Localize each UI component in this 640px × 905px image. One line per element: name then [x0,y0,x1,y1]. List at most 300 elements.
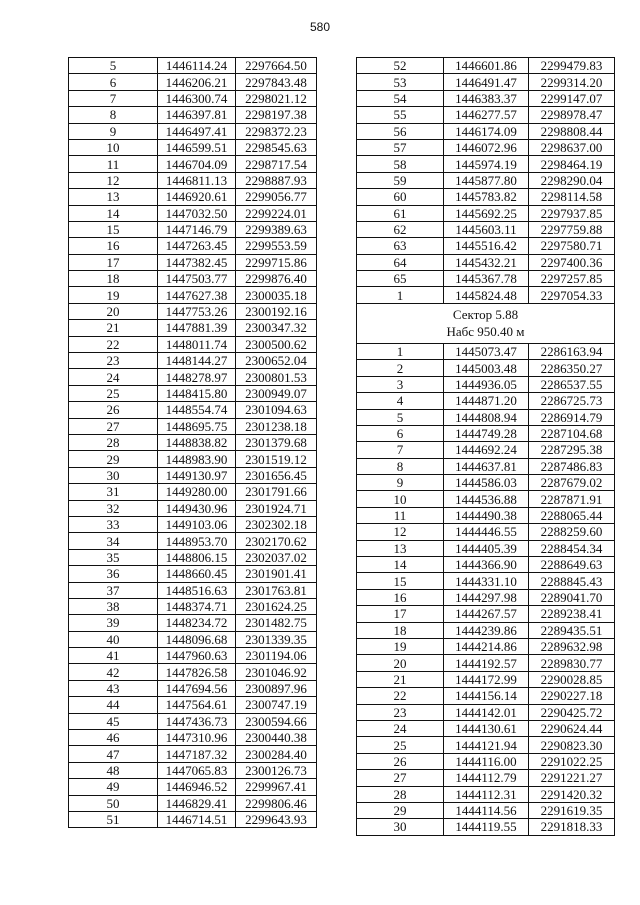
point-number-cell: 6 [357,425,444,441]
x-coordinate-cell: 1444446.55 [444,524,529,540]
table-row [357,589,615,605]
y-coordinate-cell: 2298717.54 [236,156,317,172]
y-coordinate-cell: 2299056.77 [236,189,317,205]
x-coordinate-cell: 1444112.79 [444,770,529,786]
x-coordinate-cell: 1444156.14 [444,688,529,704]
x-coordinate-cell: 1448011.74 [158,336,236,352]
table-row [69,713,317,729]
point-number-cell: 36 [69,566,158,582]
y-coordinate-cell: 2300500.62 [236,336,317,352]
x-coordinate-cell: 1447694.56 [158,680,236,696]
y-coordinate-cell: 2301379.68 [236,434,317,450]
point-number-cell: 49 [69,779,158,795]
x-coordinate-cell: 1446491.47 [444,74,529,90]
x-coordinate-cell: 1444239.86 [444,622,529,638]
y-coordinate-cell: 2291420.32 [529,786,615,802]
y-coordinate-cell: 2299389.63 [236,221,317,237]
point-number-cell: 7 [357,442,444,458]
point-number-cell: 25 [357,737,444,753]
table-row [69,533,317,549]
y-coordinate-cell: 2287679.02 [529,475,615,491]
table-row [69,516,317,532]
x-coordinate-cell: 1448144.27 [158,353,236,369]
point-number-cell: 44 [69,697,158,713]
point-number-cell: 61 [357,205,444,221]
x-coordinate-cell: 1445432.21 [444,254,529,270]
y-coordinate-cell: 2301238.18 [236,418,317,434]
x-coordinate-cell: 1445877.80 [444,172,529,188]
y-coordinate-cell: 2300897.96 [236,680,317,696]
y-coordinate-cell: 2301924.71 [236,500,317,516]
table-row [69,648,317,664]
y-coordinate-cell: 2291818.33 [529,819,615,835]
table-row [357,393,615,409]
point-number-cell: 1 [357,287,444,303]
x-coordinate-cell: 1445003.48 [444,360,529,376]
point-number-cell: 1 [357,343,444,359]
point-number-cell: 38 [69,598,158,614]
table-row [69,172,317,188]
table-row [357,189,615,205]
section-subtitle: Набс 950.40 м [446,324,525,340]
point-number-cell: 21 [357,671,444,687]
point-number-cell: 11 [357,507,444,523]
x-coordinate-cell: 1444366.90 [444,557,529,573]
y-coordinate-cell: 2289435.51 [529,622,615,638]
point-number-cell: 8 [357,458,444,474]
y-coordinate-cell: 2300035.18 [236,287,317,303]
y-coordinate-cell: 2301339.35 [236,631,317,647]
y-coordinate-cell: 2297759.88 [529,221,615,237]
table-row [69,500,317,516]
y-coordinate-cell: 2288845.43 [529,573,615,589]
table-row [69,779,317,795]
point-number-cell: 63 [357,238,444,254]
table-row [69,484,317,500]
point-number-cell: 23 [357,704,444,720]
y-coordinate-cell: 2286350.27 [529,360,615,376]
table-row [69,189,317,205]
y-coordinate-cell: 2299314.20 [529,74,615,90]
left-coordinate-table [68,57,317,828]
x-coordinate-cell: 1444490.38 [444,507,529,523]
x-coordinate-cell: 1444214.86 [444,638,529,654]
point-number-cell: 34 [69,533,158,549]
point-number-cell: 5 [69,58,158,74]
table-row [357,425,615,441]
point-number-cell: 11 [69,156,158,172]
x-coordinate-cell: 1446599.51 [158,139,236,155]
x-coordinate-cell: 1448278.97 [158,369,236,385]
y-coordinate-cell: 2289830.77 [529,655,615,671]
table-row [357,540,615,556]
y-coordinate-cell: 2300192.16 [236,303,317,319]
point-number-cell: 51 [69,811,158,827]
table-row [357,343,615,359]
x-coordinate-cell: 1444114.56 [444,802,529,818]
table-row [357,557,615,573]
y-coordinate-cell: 2298978.47 [529,107,615,123]
x-coordinate-cell: 1448374.71 [158,598,236,614]
table-row [69,746,317,762]
point-number-cell: 57 [357,139,444,155]
y-coordinate-cell: 2297257.85 [529,271,615,287]
point-number-cell: 32 [69,500,158,516]
point-number-cell: 13 [357,540,444,556]
point-number-cell: 18 [69,271,158,287]
table-row [69,566,317,582]
point-number-cell: 40 [69,631,158,647]
x-coordinate-cell: 1444142.01 [444,704,529,720]
y-coordinate-cell: 2299876.40 [236,271,317,287]
x-coordinate-cell: 1447436.73 [158,713,236,729]
y-coordinate-cell: 2298021.12 [236,90,317,106]
point-number-cell: 46 [69,730,158,746]
y-coordinate-cell: 2300747.19 [236,697,317,713]
point-number-cell: 53 [357,74,444,90]
table-row [69,58,317,74]
table-row [357,720,615,736]
table-row [69,582,317,598]
table-row [69,353,317,369]
x-coordinate-cell: 1445516.42 [444,238,529,254]
table-row [357,786,615,802]
point-number-cell: 5 [357,409,444,425]
y-coordinate-cell: 2302302.18 [236,516,317,532]
table-row [69,238,317,254]
point-number-cell: 64 [357,254,444,270]
table-row [69,451,317,467]
point-number-cell: 6 [69,74,158,90]
y-coordinate-cell: 2290227.18 [529,688,615,704]
table-row [69,402,317,418]
y-coordinate-cell: 2290624.44 [529,720,615,736]
y-coordinate-cell: 2299967.41 [236,779,317,795]
x-coordinate-cell: 1446829.41 [158,795,236,811]
point-number-cell: 59 [357,172,444,188]
x-coordinate-cell: 1444112.31 [444,786,529,802]
x-coordinate-cell: 1447065.83 [158,762,236,778]
table-row [69,385,317,401]
point-number-cell: 9 [357,475,444,491]
x-coordinate-cell: 1444267.57 [444,606,529,622]
table-row [69,107,317,123]
x-coordinate-cell: 1446114.24 [158,58,236,74]
x-coordinate-cell: 1448096.68 [158,631,236,647]
y-coordinate-cell: 2289041.70 [529,589,615,605]
x-coordinate-cell: 1444936.05 [444,376,529,392]
table-row [357,376,615,392]
point-number-cell: 35 [69,549,158,565]
table-row [357,655,615,671]
x-coordinate-cell: 1448838.82 [158,434,236,450]
point-number-cell: 30 [357,819,444,835]
point-number-cell: 23 [69,353,158,369]
x-coordinate-cell: 1449103.06 [158,516,236,532]
y-coordinate-cell: 2300594.66 [236,713,317,729]
point-number-cell: 17 [69,254,158,270]
x-coordinate-cell: 1448554.74 [158,402,236,418]
table-row [69,156,317,172]
y-coordinate-cell: 2300440.38 [236,730,317,746]
point-number-cell: 47 [69,746,158,762]
y-coordinate-cell: 2298114.58 [529,189,615,205]
point-number-cell: 16 [357,589,444,605]
x-coordinate-cell: 1447826.58 [158,664,236,680]
y-coordinate-cell: 2298637.00 [529,139,615,155]
table-row [69,271,317,287]
y-coordinate-cell: 2301656.45 [236,467,317,483]
point-number-cell: 10 [357,491,444,507]
x-coordinate-cell: 1444297.98 [444,589,529,605]
table-row [357,622,615,638]
y-coordinate-cell: 2301763.81 [236,582,317,598]
x-coordinate-cell: 1448695.75 [158,418,236,434]
y-coordinate-cell: 2301624.25 [236,598,317,614]
point-number-cell: 2 [357,360,444,376]
y-coordinate-cell: 2302170.62 [236,533,317,549]
x-coordinate-cell: 1446072.96 [444,139,529,155]
y-coordinate-cell: 2288649.63 [529,557,615,573]
x-coordinate-cell: 1445824.48 [444,287,529,303]
x-coordinate-cell: 1447310.96 [158,730,236,746]
x-coordinate-cell: 1447960.63 [158,648,236,664]
x-coordinate-cell: 1444121.94 [444,737,529,753]
x-coordinate-cell: 1446704.09 [158,156,236,172]
table-row [69,664,317,680]
point-number-cell: 33 [69,516,158,532]
y-coordinate-cell: 2286914.79 [529,409,615,425]
table-row [357,819,615,835]
y-coordinate-cell: 2300652.04 [236,353,317,369]
y-coordinate-cell: 2299553.59 [236,238,317,254]
table-row [357,688,615,704]
x-coordinate-cell: 1449430.96 [158,500,236,516]
table-row [357,139,615,155]
x-coordinate-cell: 1446206.21 [158,74,236,90]
x-coordinate-cell: 1448516.63 [158,582,236,598]
y-coordinate-cell: 2301791.66 [236,484,317,500]
y-coordinate-cell: 2302037.02 [236,549,317,565]
y-coordinate-cell: 2298290.04 [529,172,615,188]
x-coordinate-cell: 1449280.00 [158,484,236,500]
y-coordinate-cell: 2289238.41 [529,606,615,622]
table-row [69,74,317,90]
y-coordinate-cell: 2298808.44 [529,123,615,139]
point-number-cell: 56 [357,123,444,139]
y-coordinate-cell: 2291221.27 [529,770,615,786]
table-row [69,123,317,139]
point-number-cell: 4 [357,393,444,409]
x-coordinate-cell: 1447753.26 [158,303,236,319]
y-coordinate-cell: 2289632.98 [529,638,615,654]
y-coordinate-cell: 2299479.83 [529,58,615,74]
point-number-cell: 10 [69,139,158,155]
table-row [69,320,317,336]
x-coordinate-cell: 1446397.81 [158,107,236,123]
point-number-cell: 65 [357,271,444,287]
table-row [69,615,317,631]
point-number-cell: 22 [357,688,444,704]
x-coordinate-cell: 1446946.52 [158,779,236,795]
table-row [69,467,317,483]
table-row [357,90,615,106]
table-row [69,303,317,319]
x-coordinate-cell: 1448983.90 [158,451,236,467]
x-coordinate-cell: 1444808.94 [444,409,529,425]
point-number-cell: 17 [357,606,444,622]
point-number-cell: 15 [69,221,158,237]
x-coordinate-cell: 1446920.61 [158,189,236,205]
y-coordinate-cell: 2300284.40 [236,746,317,762]
y-coordinate-cell: 2298545.63 [236,139,317,155]
table-row [357,704,615,720]
x-coordinate-cell: 1447263.45 [158,238,236,254]
point-number-cell: 50 [69,795,158,811]
x-coordinate-cell: 1446714.51 [158,811,236,827]
table-row [69,697,317,713]
table-row [357,606,615,622]
point-number-cell: 26 [69,402,158,418]
section-title: Сектор 5.88 [452,306,519,322]
point-number-cell: 43 [69,680,158,696]
y-coordinate-cell: 2301094.63 [236,402,317,418]
x-coordinate-cell: 1445603.11 [444,221,529,237]
y-coordinate-cell: 2291022.25 [529,753,615,769]
table-row [357,360,615,376]
table-row [357,638,615,654]
x-coordinate-cell: 1444586.03 [444,475,529,491]
y-coordinate-cell: 2301194.06 [236,648,317,664]
y-coordinate-cell: 2290823.30 [529,737,615,753]
point-number-cell: 48 [69,762,158,778]
point-number-cell: 12 [357,524,444,540]
y-coordinate-cell: 2287871.91 [529,491,615,507]
y-coordinate-cell: 2297580.71 [529,238,615,254]
point-number-cell: 39 [69,615,158,631]
point-number-cell: 26 [357,753,444,769]
point-number-cell: 25 [69,385,158,401]
x-coordinate-cell: 1448660.45 [158,566,236,582]
point-number-cell: 58 [357,156,444,172]
table-row [69,434,317,450]
section-header [357,303,615,343]
table-row [69,254,317,270]
x-coordinate-cell: 1445692.25 [444,205,529,221]
x-coordinate-cell: 1444749.28 [444,425,529,441]
x-coordinate-cell: 1444637.81 [444,458,529,474]
x-coordinate-cell: 1444871.20 [444,393,529,409]
y-coordinate-cell: 2287486.83 [529,458,615,474]
point-number-cell: 18 [357,622,444,638]
point-number-cell: 20 [357,655,444,671]
point-number-cell: 22 [69,336,158,352]
y-coordinate-cell: 2300949.07 [236,385,317,401]
point-number-cell: 13 [69,189,158,205]
point-number-cell: 20 [69,303,158,319]
y-coordinate-cell: 2290028.85 [529,671,615,687]
table-row [69,762,317,778]
point-number-cell: 45 [69,713,158,729]
x-coordinate-cell: 1445974.19 [444,156,529,172]
y-coordinate-cell: 2300347.32 [236,320,317,336]
table-row [69,139,317,155]
section-header-row [357,303,615,343]
table-row [357,409,615,425]
y-coordinate-cell: 2297664.50 [236,58,317,74]
x-coordinate-cell: 1446601.86 [444,58,529,74]
y-coordinate-cell: 2299643.93 [236,811,317,827]
x-coordinate-cell: 1446383.37 [444,90,529,106]
x-coordinate-cell: 1444536.88 [444,491,529,507]
table-row [357,737,615,753]
table-row [357,238,615,254]
y-coordinate-cell: 2286163.94 [529,343,615,359]
y-coordinate-cell: 2286725.73 [529,393,615,409]
table-row [357,671,615,687]
table-row [357,123,615,139]
point-number-cell: 52 [357,58,444,74]
y-coordinate-cell: 2297054.33 [529,287,615,303]
table-row [69,221,317,237]
point-number-cell: 29 [69,451,158,467]
x-coordinate-cell: 1447627.38 [158,287,236,303]
x-coordinate-cell: 1447146.79 [158,221,236,237]
point-number-cell: 30 [69,467,158,483]
table-row [69,680,317,696]
x-coordinate-cell: 1448415.80 [158,385,236,401]
x-coordinate-cell: 1445367.78 [444,271,529,287]
x-coordinate-cell: 1444405.39 [444,540,529,556]
y-coordinate-cell: 2301482.75 [236,615,317,631]
table-row [357,770,615,786]
y-coordinate-cell: 2300801.53 [236,369,317,385]
point-number-cell: 27 [357,770,444,786]
table-row [357,491,615,507]
point-number-cell: 42 [69,664,158,680]
x-coordinate-cell: 1447382.45 [158,254,236,270]
y-coordinate-cell: 2301519.12 [236,451,317,467]
x-coordinate-cell: 1447503.77 [158,271,236,287]
table-row [357,524,615,540]
y-coordinate-cell: 2286537.55 [529,376,615,392]
y-coordinate-cell: 2298372.23 [236,123,317,139]
point-number-cell: 31 [69,484,158,500]
x-coordinate-cell: 1446277.57 [444,107,529,123]
table-row [357,271,615,287]
table-row [69,795,317,811]
point-number-cell: 21 [69,320,158,336]
point-number-cell: 3 [357,376,444,392]
point-number-cell: 27 [69,418,158,434]
y-coordinate-cell: 2297843.48 [236,74,317,90]
y-coordinate-cell: 2299224.01 [236,205,317,221]
y-coordinate-cell: 2297400.36 [529,254,615,270]
table-row [357,58,615,74]
point-number-cell: 19 [69,287,158,303]
x-coordinate-cell: 1444692.24 [444,442,529,458]
x-coordinate-cell: 1444130.61 [444,720,529,736]
y-coordinate-cell: 2287295.38 [529,442,615,458]
x-coordinate-cell: 1444116.00 [444,753,529,769]
point-number-cell: 54 [357,90,444,106]
point-number-cell: 55 [357,107,444,123]
y-coordinate-cell: 2301901.41 [236,566,317,582]
x-coordinate-cell: 1448234.72 [158,615,236,631]
y-coordinate-cell: 2299806.46 [236,795,317,811]
table-row [357,458,615,474]
table-row [69,631,317,647]
